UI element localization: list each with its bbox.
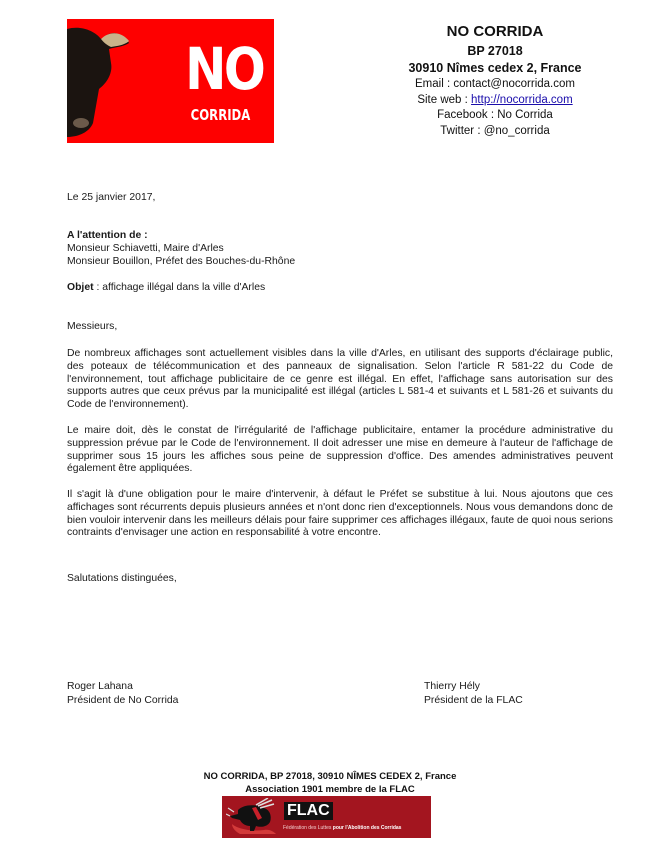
paragraph: Le maire doit, dès le constat de l'irrégularité de l'affichage publicitaire, entamer la procédure administrative du suppression prévue par le Code de l'environnement. Il doit adresser une mise en demeure à l'auteur de l'affichage de supprimer sous 15 jours les affiches sous peine de suppression d'office. Des amendes administratives peuvent également être appliquées. xyxy=(67,425,613,475)
flac-subtitle-plain: Fédération des Luttes xyxy=(283,825,333,831)
org-twitter: Twitter : @no_corrida xyxy=(440,124,550,137)
flac-subtitle-bold: pour l'Abolition des Corridas xyxy=(332,825,402,831)
logo-title: NO xyxy=(185,35,264,103)
signatory-name: Thierry Hély xyxy=(424,681,481,692)
object-label: Objet xyxy=(67,282,94,293)
object-line xyxy=(67,282,613,295)
letter-date: Le 25 janvier 2017, xyxy=(67,192,156,203)
flac-subtitle xyxy=(283,825,401,832)
org-bp: BP 27018 xyxy=(467,44,523,58)
org-facebook: Facebook : No Corrida xyxy=(437,109,553,121)
org-site xyxy=(390,93,600,109)
site-link[interactable]: http://nocorrida.com xyxy=(471,93,573,106)
flac-acronym: FLAC xyxy=(284,802,333,820)
site-label: Site web : xyxy=(417,93,472,106)
recipient: Monsieur Bouillon, Préfet des Bouches-du-Rhône xyxy=(67,255,296,267)
flac-bull-icon xyxy=(226,798,281,836)
org-email: Email : contact@nocorrida.com xyxy=(415,78,575,90)
signatory-title: Président de No Corrida xyxy=(67,695,179,706)
attention-block xyxy=(67,230,613,268)
signatory-name: Roger Lahana xyxy=(67,681,133,692)
logo-subtitle: CORRIDA xyxy=(190,106,251,124)
salutation: Messieurs, xyxy=(67,321,118,332)
organization-contact xyxy=(390,21,600,139)
footer-address: NO CORRIDA, BP 27018, 30910 NÎMES CEDEX 2, France xyxy=(203,771,457,782)
footer-membership: Association 1901 membre de la FLAC xyxy=(245,784,415,795)
org-name: NO CORRIDA xyxy=(446,23,544,40)
attention-heading: A l'attention de : xyxy=(67,230,148,241)
closing: Salutations distinguées, xyxy=(67,573,177,584)
org-city: 30910 Nîmes cedex 2, France xyxy=(408,61,582,75)
signatory-title: Président de la FLAC xyxy=(424,695,523,706)
object-text: : affichage illégal dans la ville d'Arles xyxy=(93,282,266,293)
paragraph: Il s'agit là d'une obligation pour le maire d'intervenir, à défaut le Préfet se substitue à lui. Nous ajoutons que ces affichages sont récurrents depuis plusieurs années et n'ont donc rien d'exceptionnels. Nous vous demandons donc de bien vouloir intervenir dans les meilleurs délais pour faire supprimer ces affichages illégaux, faute de quoi nous serions contraints d'envisager une action en responsabilité à votre encontre. xyxy=(67,489,613,539)
bull-head-icon xyxy=(67,19,137,143)
recipient: Monsieur Schiavetti, Maire d'Arles xyxy=(67,242,224,254)
no-corrida-logo xyxy=(67,19,274,143)
paragraph: De nombreux affichages sont actuellement visibles dans la ville d'Arles, en utilisant des supports d'éclairage public, des poteaux de télécommunication et des panneaux de signalisation. Selon l'article R 581-22 du Code de l'environnement, tout affichage publicitaire de ce genre est illégal. En effet, l'affichage sans autorisation sur des supports autres que ceux prévus par la municipalité est illégal (articles L 581-4 et suivants et L 581-26 et suivants du Code de l'environnement). xyxy=(67,348,613,411)
signature-right xyxy=(424,680,523,708)
flac-banner xyxy=(222,796,431,838)
signature-left xyxy=(67,680,178,708)
footer xyxy=(140,770,520,796)
